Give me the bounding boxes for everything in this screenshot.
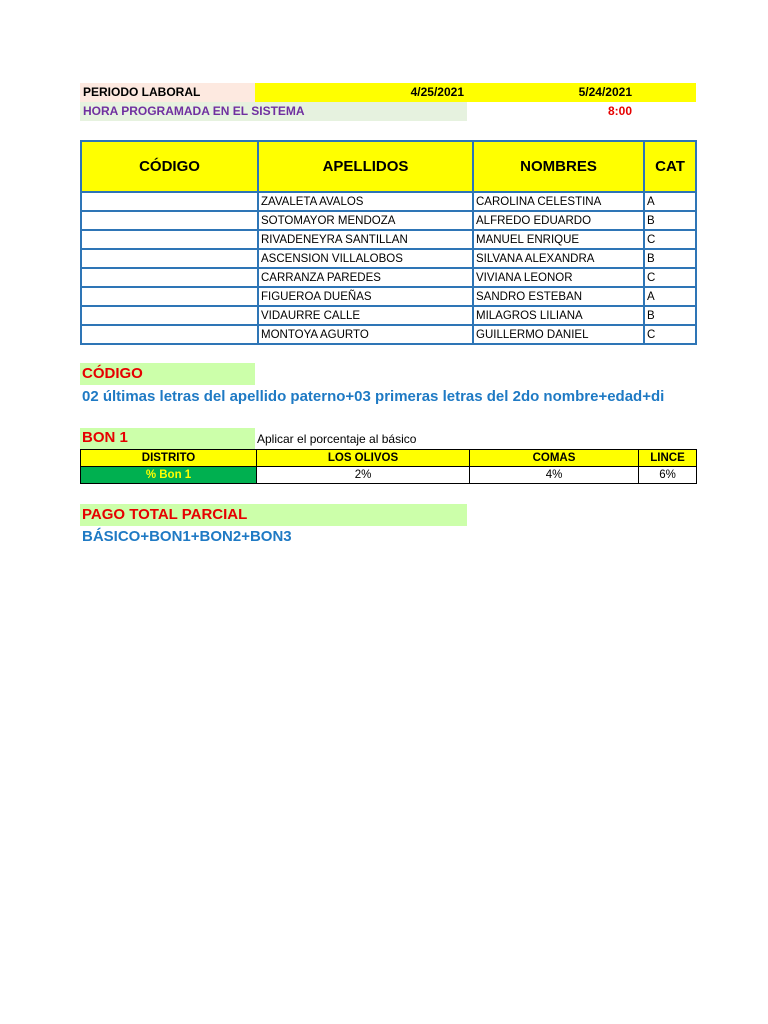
cell-nombres[interactable]: CAROLINA CELESTINA bbox=[473, 192, 644, 211]
cell-codigo[interactable] bbox=[81, 230, 258, 249]
table-row bbox=[81, 306, 696, 325]
table-row bbox=[81, 211, 696, 230]
bon1-header-distrito: DISTRITO bbox=[81, 450, 257, 467]
table-row bbox=[81, 325, 696, 344]
cell-apellidos[interactable]: MONTOYA AGURTO bbox=[258, 325, 473, 344]
cell-codigo[interactable] bbox=[81, 249, 258, 268]
bon1-row-label: % Bon 1 bbox=[81, 467, 257, 484]
cell-codigo[interactable] bbox=[81, 287, 258, 306]
codigo-section-title: CÓDIGO bbox=[80, 363, 255, 385]
cell-cat[interactable]: B bbox=[644, 211, 696, 230]
col-cat-header: CAT bbox=[644, 141, 696, 192]
cell-cat[interactable]: B bbox=[644, 306, 696, 325]
bon1-value-los-olivos[interactable]: 2% bbox=[257, 467, 470, 484]
periodo-fecha-inicio[interactable]: 4/25/2021 bbox=[410, 85, 464, 99]
table-row bbox=[81, 230, 696, 249]
col-apellidos-header: APELLIDOS bbox=[258, 141, 473, 192]
col-codigo-header: CÓDIGO bbox=[81, 141, 258, 192]
table-row bbox=[81, 249, 696, 268]
table-row bbox=[81, 287, 696, 306]
cell-apellidos[interactable]: FIGUEROA DUEÑAS bbox=[258, 287, 473, 306]
table-row bbox=[81, 192, 696, 211]
pago-total-formula: BÁSICO+BON1+BON2+BON3 bbox=[82, 528, 292, 545]
cell-codigo[interactable] bbox=[81, 211, 258, 230]
cell-cat[interactable]: C bbox=[644, 268, 696, 287]
bon1-header-row bbox=[81, 450, 697, 467]
cell-apellidos[interactable]: SOTOMAYOR MENDOZA bbox=[258, 211, 473, 230]
cell-apellidos[interactable]: CARRANZA PAREDES bbox=[258, 268, 473, 287]
cell-apellidos[interactable]: RIVADENEYRA SANTILLAN bbox=[258, 230, 473, 249]
cell-apellidos[interactable]: ZAVALETA AVALOS bbox=[258, 192, 473, 211]
cell-nombres[interactable]: MILAGROS LILIANA bbox=[473, 306, 644, 325]
bon1-section-title: BON 1 bbox=[80, 428, 255, 449]
codigo-section-description: 02 últimas letras del apellido paterno+03 primeras letras del 2do nombre+edad+di bbox=[82, 388, 665, 405]
periodo-laboral-label: PERIODO LABORAL bbox=[80, 83, 255, 102]
employee-table-header bbox=[81, 141, 696, 192]
employee-table bbox=[80, 140, 697, 345]
cell-nombres[interactable]: ALFREDO EDUARDO bbox=[473, 211, 644, 230]
cell-cat[interactable]: B bbox=[644, 249, 696, 268]
bon1-value-comas[interactable]: 4% bbox=[470, 467, 639, 484]
cell-nombres[interactable]: SILVANA ALEXANDRA bbox=[473, 249, 644, 268]
bon1-header-los-olivos: LOS OLIVOS bbox=[257, 450, 470, 467]
bon1-note: Aplicar el porcentaje al básico bbox=[257, 432, 417, 446]
cell-codigo[interactable] bbox=[81, 306, 258, 325]
hora-programada-value[interactable]: 8:00 bbox=[607, 104, 632, 118]
table-row bbox=[81, 268, 696, 287]
cell-nombres[interactable]: VIVIANA LEONOR bbox=[473, 268, 644, 287]
periodo-fecha-fin[interactable]: 5/24/2021 bbox=[578, 85, 632, 99]
bon1-value-row bbox=[81, 467, 697, 484]
cell-nombres[interactable]: SANDRO ESTEBAN bbox=[473, 287, 644, 306]
cell-cat[interactable]: A bbox=[644, 287, 696, 306]
bon1-value-lince[interactable]: 6% bbox=[639, 467, 697, 484]
col-nombres-header: NOMBRES bbox=[473, 141, 644, 192]
bon1-header-comas: COMAS bbox=[470, 450, 639, 467]
cell-apellidos[interactable]: VIDAURRE CALLE bbox=[258, 306, 473, 325]
bon1-header-lince: LINCE bbox=[639, 450, 697, 467]
cell-apellidos[interactable]: ASCENSION VILLALOBOS bbox=[258, 249, 473, 268]
bon1-table bbox=[80, 449, 697, 484]
cell-cat[interactable]: A bbox=[644, 192, 696, 211]
cell-cat[interactable]: C bbox=[644, 325, 696, 344]
cell-codigo[interactable] bbox=[81, 268, 258, 287]
pago-total-section-title: PAGO TOTAL PARCIAL bbox=[80, 504, 467, 526]
cell-cat[interactable]: C bbox=[644, 230, 696, 249]
cell-nombres[interactable]: MANUEL ENRIQUE bbox=[473, 230, 644, 249]
cell-codigo[interactable] bbox=[81, 192, 258, 211]
hora-programada-label: HORA PROGRAMADA EN EL SISTEMA bbox=[80, 102, 467, 121]
cell-codigo[interactable] bbox=[81, 325, 258, 344]
cell-nombres[interactable]: GUILLERMO DANIEL bbox=[473, 325, 644, 344]
